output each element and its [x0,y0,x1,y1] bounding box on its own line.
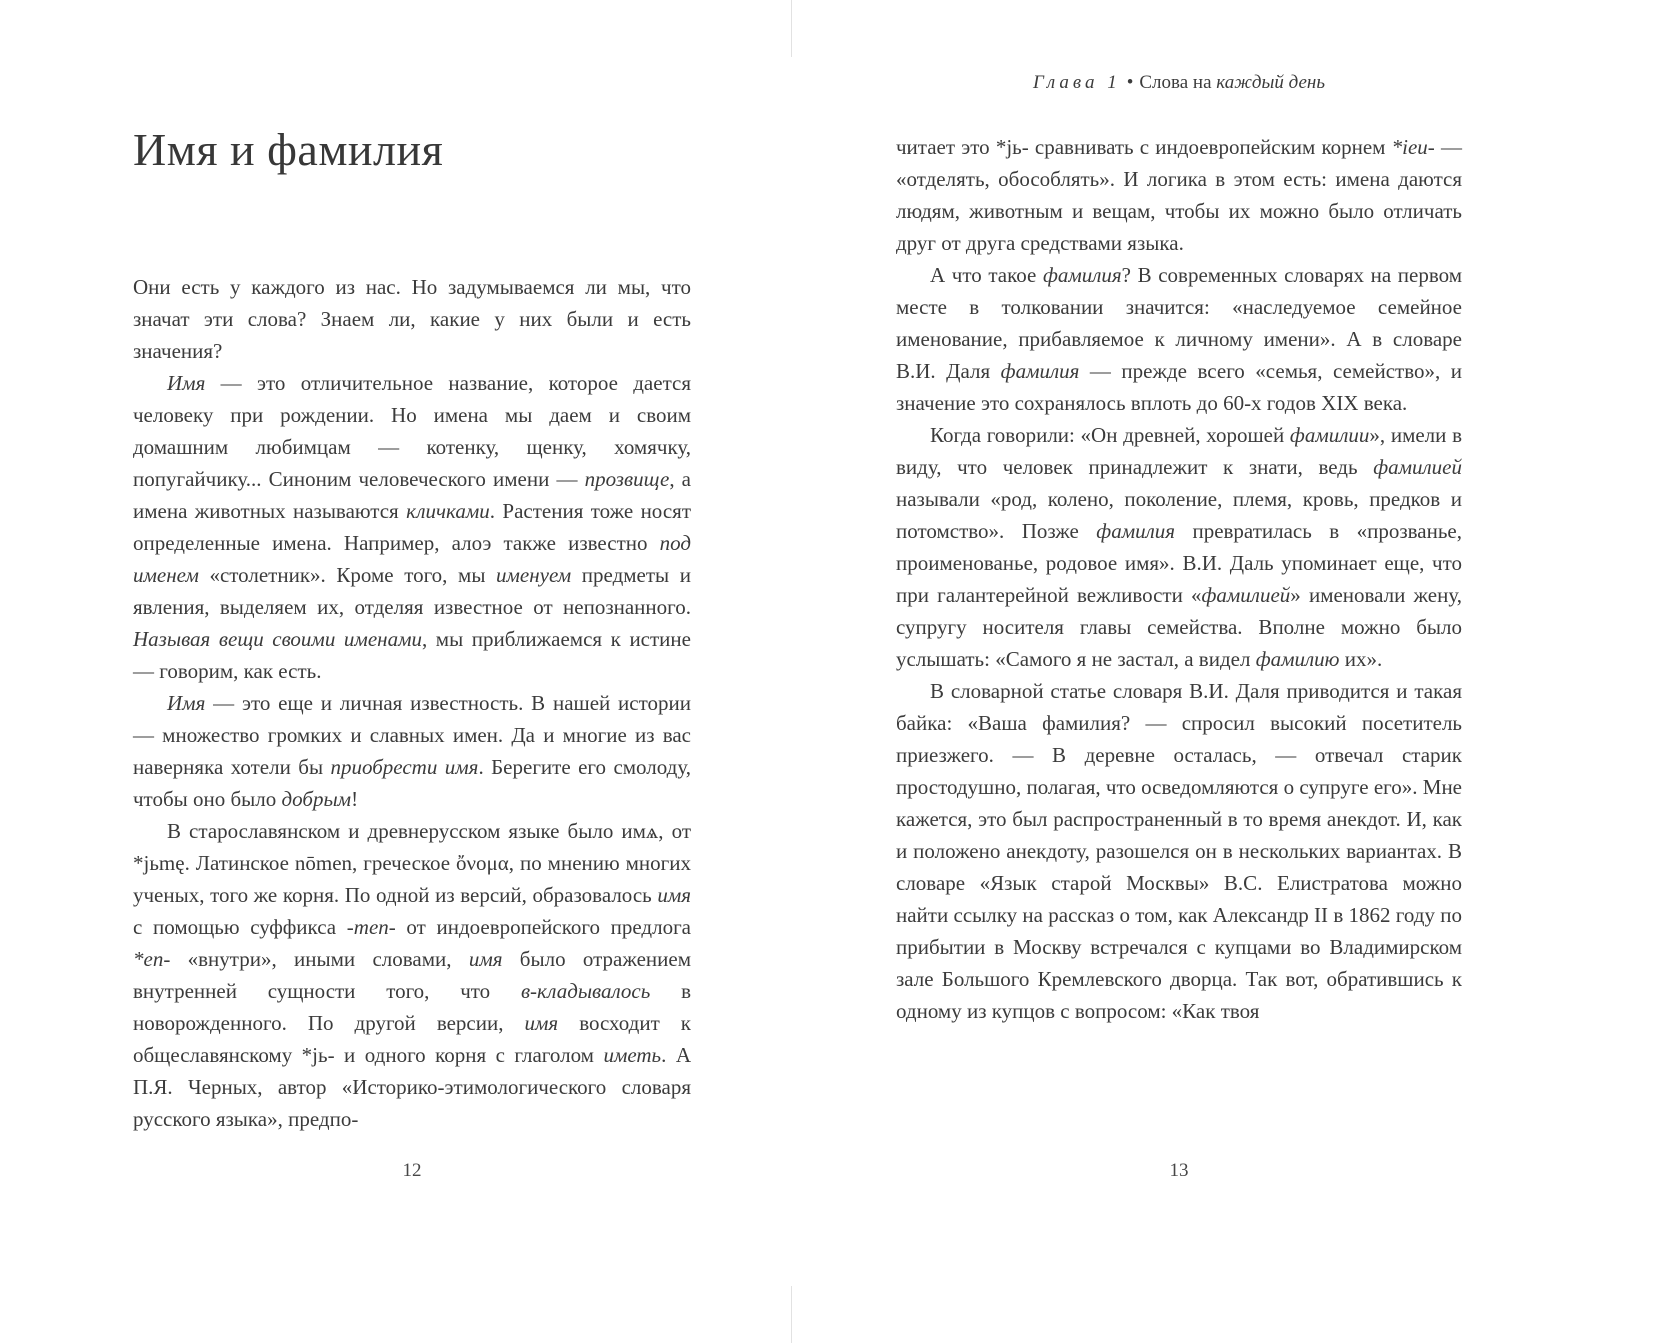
running-header-title-emphasis: каждый день [1216,72,1325,93]
right-page [896,0,1462,1343]
paragraph: Имя — это отличительное название, которое дается человеку при рождении. Но имена мы даем и своим домашним любимцам — котенку, щенку, хомячку, попугайчику... Синоним человеческого имени — прозвище, а имена животных называются кличками. Растения тоже носят определенные имена. Например, алоэ также известно под именем «столетник». Кроме того, мы именуем предметы и явления, выделяем их, отделяя известное от непознанного. Называя вещи своими именами, мы приближаемся к истине — говорим, как есть. [133,370,692,683]
paragraph: В старославянском и древнерусском языке было имѧ, от *jьmę. Латинское nōmen, греческое ὄνομα, по мнению многих ученых, того же корня. По одной из версий, образовалось имя с помощью суффикса -men- от индоевропейского предлога *en- «внутри», иными словами, имя было отражением внутренней сущности того, что в-кладывалось в новорожденного. По другой версии, имя восходит к общеславянскому *jь- и одного корня с глаголом иметь. А П.Я. Черных, автор «Историко-этимологического словаря русского языка», предпо- [133,818,692,1131]
paragraph: Когда говорили: «Он древней, хорошей фамилии», имели в виду, что человек принадлежит к знати, ведь фамилией называли «род, колено, поколение, племя, кровь, предков и потомство». Позже фамилия превратилась в «прозванье, проименованье, родовое имя». В.И. Даль упоминает еще, что при галантерейной вежливости «фамилией» именовали жену, супругу носителя главы семейства. Вполне можно было услышать: «Самого я не застал, а видел фамилию их». [896,423,1462,671]
right-page-text [896,131,1462,1027]
paragraph: А что такое фамилия? В современных словарях на первом месте в толковании значится: «наследуемое семейное именование, прибавляемое к личному имени». А в словаре В.И. Даля фамилия — прежде всего «семья, семейство», и значение это сохранялось вплоть до 60-х годов XIX века. [896,263,1462,415]
gutter-line-top [791,0,792,57]
left-page [133,0,691,1343]
running-header-separator: • [1126,72,1134,93]
paragraph: Имя — это еще и личная известность. В нашей истории — множество громких и славных имен. Да и многие из вас наверняка хотели бы приобрести имя. Берегите его смолоду, чтобы оно было добрым! [133,690,691,811]
running-header-title-prefix: Слова на [1139,72,1217,93]
paragraph: В словарной статье словаря В.И. Даля приводится и такая байка: «Ваша фамилия? — спросил высокий посетитель приезжего. — В деревне осталась, — отвечал старик простодушно, полагая, что осведомляются о супруге его». Мне кажется, это был распространенный в то время анекдот. И, как и положено анекдоту, разошелся он в нескольких вариантах. В словаре «Язык старой Москвы» В.С. Елистратова можно найти ссылку на рассказ о том, как Александр II в 1862 году по прибытии в Москву встречался с купцами во Владимирском зале Большого Кремлевского дворца. Так вот, обратившись к одному из купцов с вопросом: «Как твоя [896,679,1462,1023]
gutter-line-bottom [791,1286,792,1343]
page-number-left: 12 [402,1160,422,1181]
paragraph: Они есть у каждого из нас. Но задумываемся ли мы, что значат эти слова? Знаем ли, какие у них были и есть значения? [133,274,691,363]
running-header-chapter: Глава 1 [1033,72,1121,93]
paragraph: читает это *jь- сравнивать с индоевропейским корнем *ieu- — «отделять, обособлять». И логика в этом есть: имена даются людям, животным и вещам, чтобы их можно было отличать друг от друга средствами языка. [896,135,1462,255]
page-number-right: 13 [1169,1160,1189,1181]
chapter-title: Имя и фамилия [133,124,444,175]
left-page-text [133,271,691,1135]
running-header [896,72,1462,94]
